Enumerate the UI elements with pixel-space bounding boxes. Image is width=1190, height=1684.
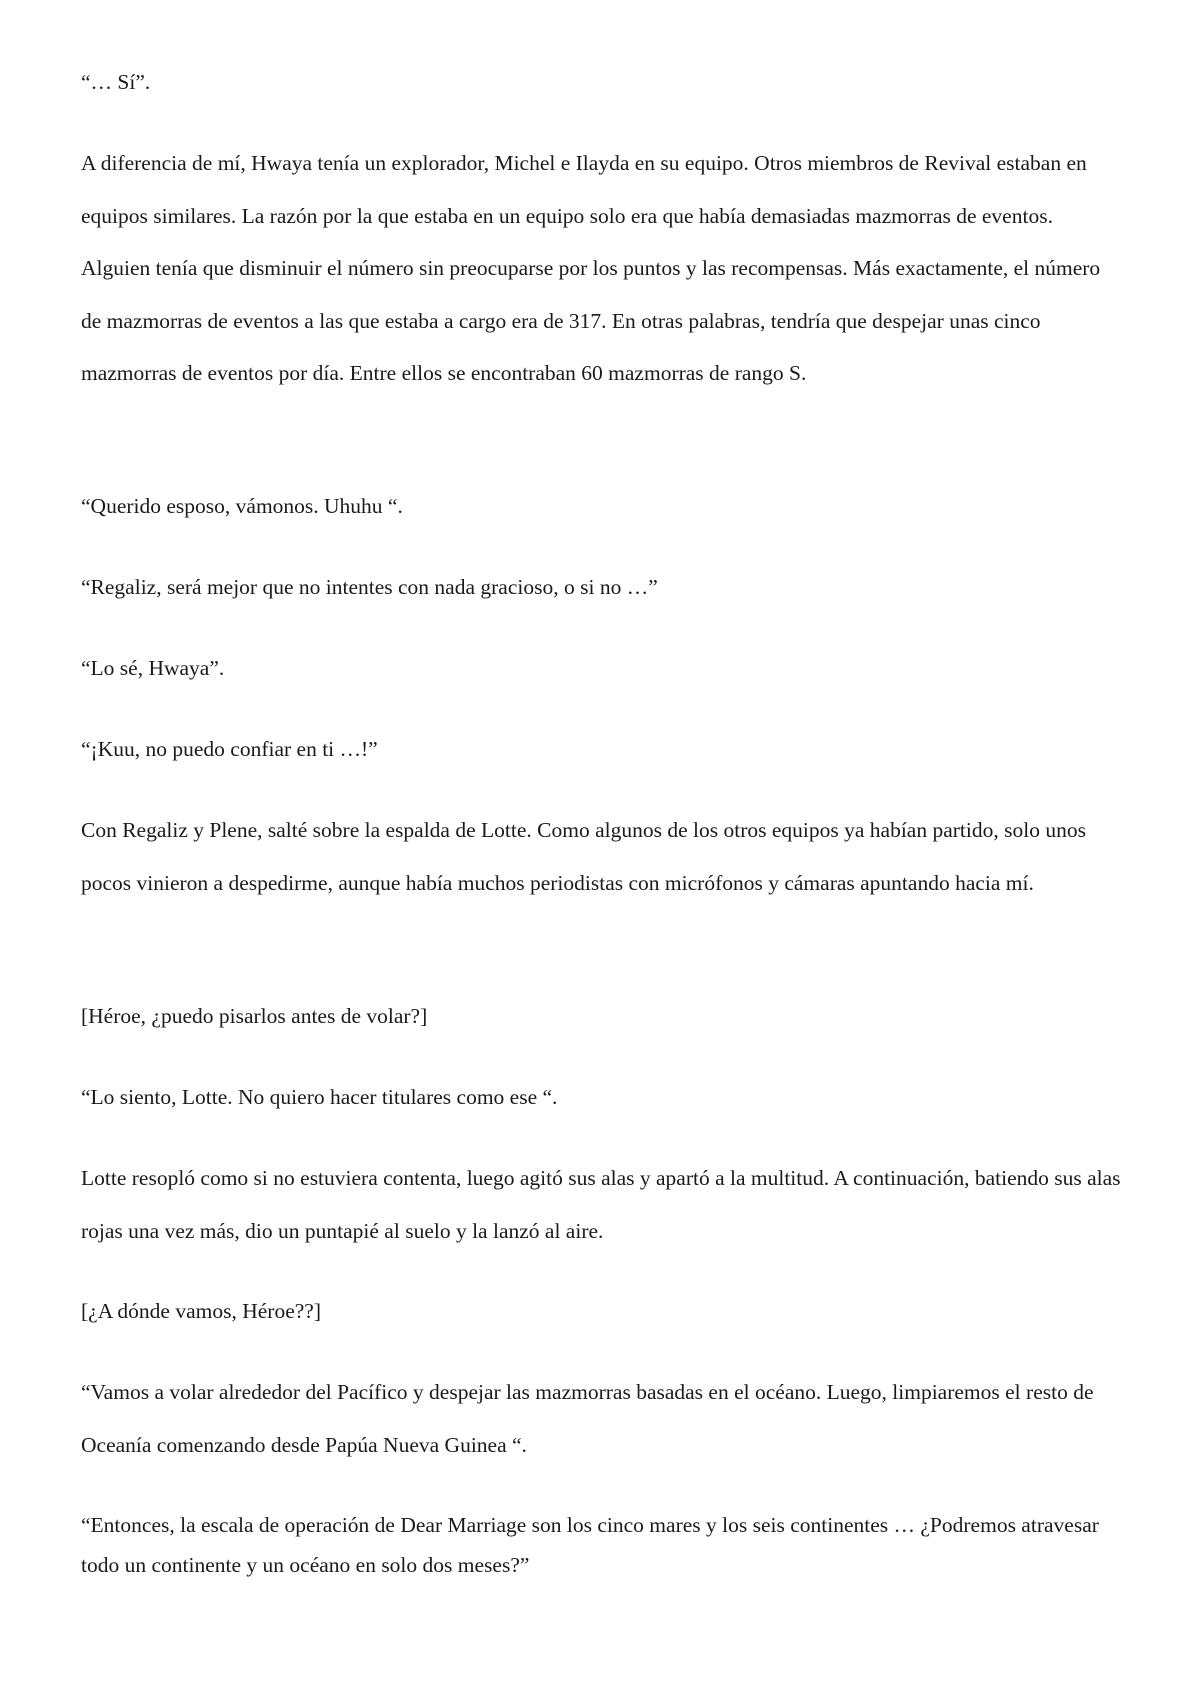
paragraph-querido-esposo: “Querido esposo, vámonos. Uhuhu “. bbox=[81, 494, 403, 518]
paragraph-lotte-departure: Con Regaliz y Plene, salté sobre la espalda de Lotte. Como algunos de los otros equipos ya habían partido, solo unos pocos vinieron a despedirme, aunque había muchos periodistas con micrófonos y cámaras apuntando hacia mí. bbox=[81, 818, 1086, 895]
paragraph-dear-marriage: “Entonces, la escala de operación de Dear Marriage son los cinco mares y los seis continentes … ¿Podremos atravesar todo un continente y un océano en solo dos meses?” bbox=[81, 1513, 1099, 1577]
paragraph-lotte-resoplo: Lotte resopló como si no estuviera contenta, luego agitó sus alas y apartó a la multitud. A continuación, batiendo sus alas rojas una vez más, dio un puntapié al suelo y la lanzó al aire. bbox=[81, 1166, 1121, 1243]
paragraph-lo-siento-lotte: “Lo siento, Lotte. No quiero hacer titulares como ese “. bbox=[81, 1085, 558, 1109]
paragraph-regaliz-warning: “Regaliz, será mejor que no intentes con nada gracioso, o si no …” bbox=[81, 575, 658, 599]
paragraph-heroe-pisarlos: [Héroe, ¿puedo pisarlos antes de volar?] bbox=[81, 1004, 428, 1028]
paragraph-reply-si: “… Sí”. bbox=[81, 70, 151, 94]
paragraph-team-explanation: A diferencia de mí, Hwaya tenía un explorador, Michel e Ilayda en su equipo. Otros miembros de Revival estaban en equipos similares. La razón por la que estaba en un equipo solo era que había demasiadas mazmorras de eventos. Alguien tenía que disminuir el número sin preocuparse por los puntos y las recompensas. Más exactamente, el número de mazmorras de eventos a las que estaba a cargo era de 317. En otras palabras, tendría que despejar unas cinco mazmorras de eventos por día. Entre ellos se encontraban 60 mazmorras de rango S. bbox=[81, 151, 1101, 385]
paragraph-kuu: “¡Kuu, no puedo confiar en ti …!” bbox=[81, 737, 378, 761]
paragraph-lo-se-hwaya: “Lo sé, Hwaya”. bbox=[81, 656, 225, 680]
paragraph-vamos-a-volar: “Vamos a volar alrededor del Pacífico y despejar las mazmorras basadas en el océano. Luego, limpiaremos el resto de Oceanía comenzando desde Papúa Nueva Guinea “. bbox=[81, 1380, 1094, 1457]
paragraph-a-donde-vamos: [¿A dónde vamos, Héroe??] bbox=[81, 1299, 321, 1323]
